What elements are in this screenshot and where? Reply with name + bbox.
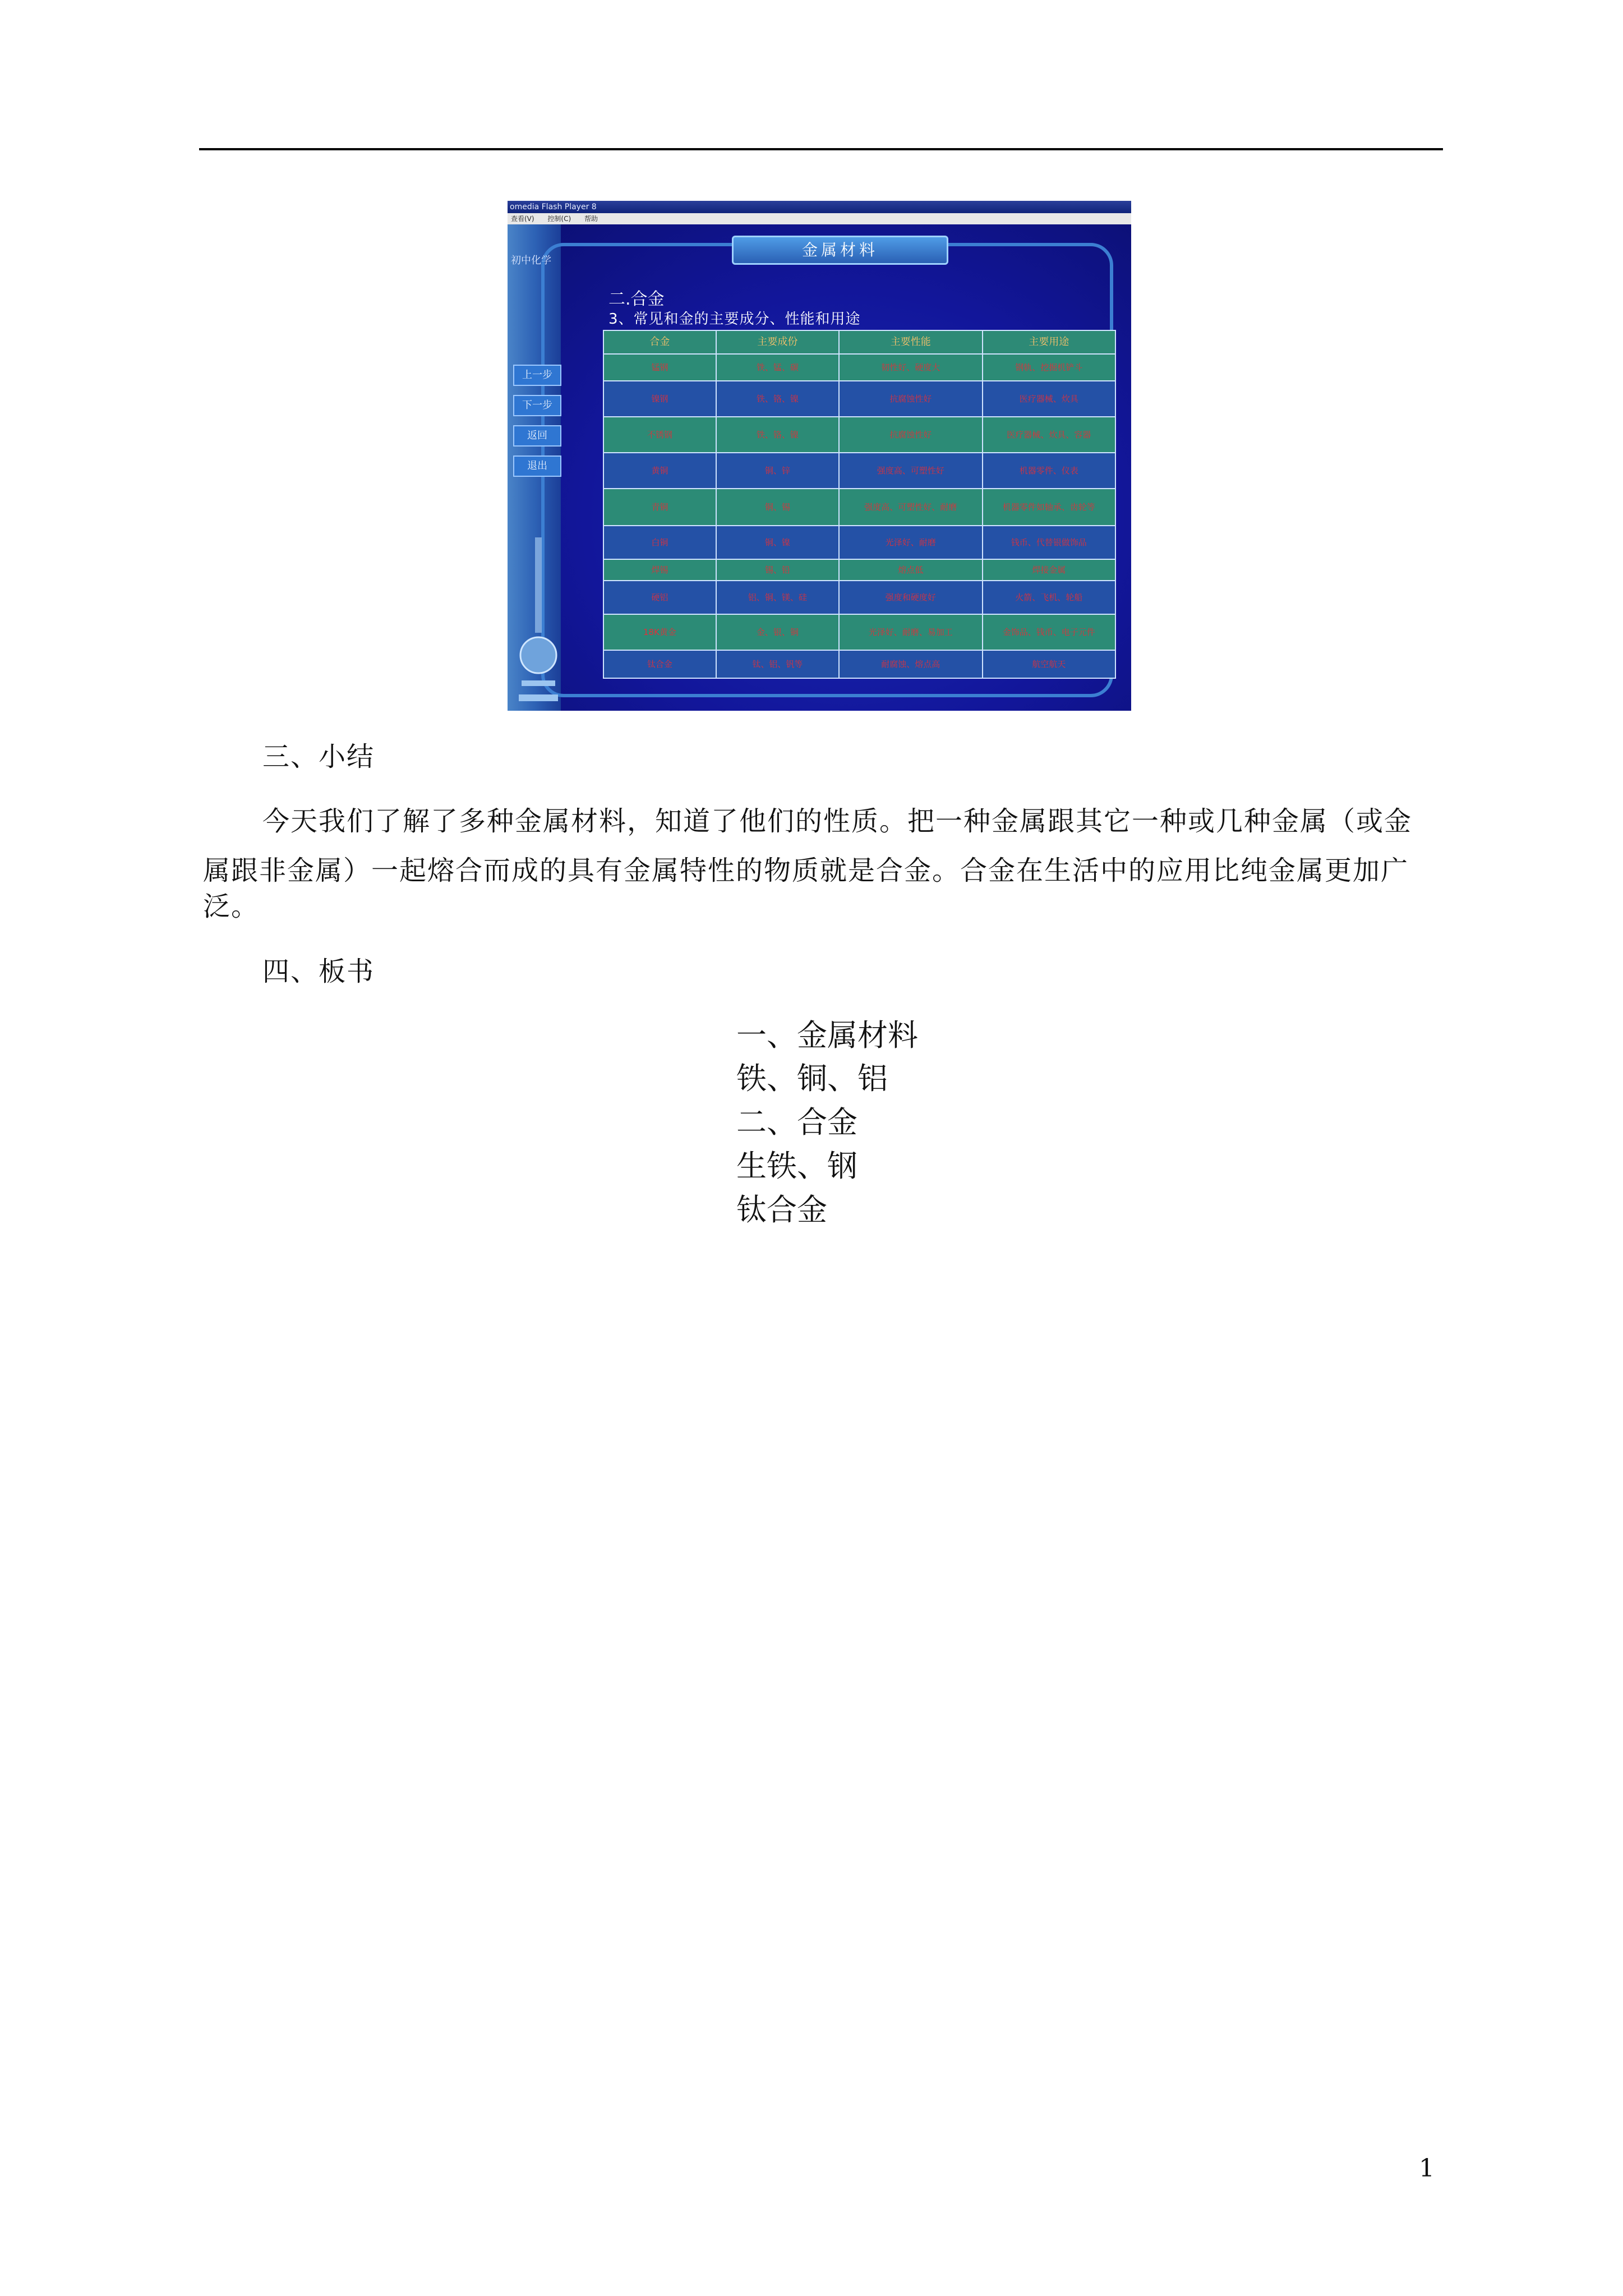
board-heading: 四、板书 xyxy=(262,956,375,987)
table-row xyxy=(603,526,1115,559)
table-header: 合金 xyxy=(603,330,716,354)
alloy-table xyxy=(603,330,1116,679)
table-cell: 火箭、飞机、轮船 xyxy=(983,581,1115,614)
table-cell: 铜、锌 xyxy=(716,453,839,489)
table-cell: 铜、锡 xyxy=(716,489,839,526)
table-cell: 金、银、铜 xyxy=(716,614,839,650)
table-cell: 硬铝 xyxy=(603,581,716,614)
table-cell: 医疗器械、炊具 xyxy=(983,381,1115,417)
table-cell: 光泽好、耐磨 xyxy=(839,526,983,559)
table-cell: 铁、铬、镍 xyxy=(716,381,839,417)
table-cell: 钛合金 xyxy=(603,650,716,678)
table-row xyxy=(603,614,1115,650)
summary-heading: 三、小结 xyxy=(262,741,375,772)
board-line: 钛合金 xyxy=(736,1192,827,1227)
header-rule xyxy=(199,148,1443,150)
table-cell: 机器零件如轴承、齿轮等 xyxy=(983,489,1115,526)
menu-item-control[interactable]: 控制(C) xyxy=(547,215,571,223)
table-cell: 镍钢 xyxy=(603,381,716,417)
table-cell: 钱币、代替银做饰品 xyxy=(983,526,1115,559)
table-header: 主要性能 xyxy=(839,330,983,354)
table-row xyxy=(603,650,1115,678)
table-cell: 黄铜 xyxy=(603,453,716,489)
table-cell: 铜、镍 xyxy=(716,526,839,559)
table-header: 主要用途 xyxy=(983,330,1115,354)
window-title: omedia Flash Player 8 xyxy=(508,201,1131,213)
table-row xyxy=(603,559,1115,581)
table-cell: 焊接金属 xyxy=(983,559,1115,581)
back-button[interactable]: 返回 xyxy=(513,425,561,447)
table-cell: 强度高、可塑性好 xyxy=(839,453,983,489)
table-cell: 钛、铝、钒等 xyxy=(716,650,839,678)
menu-item-view[interactable]: 查看(V) xyxy=(511,215,534,223)
table-cell: 不锈钢 xyxy=(603,417,716,453)
table-cell: 铁、铬、镍 xyxy=(716,417,839,453)
board-line: 一、金属材料 xyxy=(736,1018,918,1053)
table-cell: 锰钢 xyxy=(603,354,716,381)
courseware-screenshot xyxy=(508,201,1131,711)
table-row xyxy=(603,453,1115,489)
slide-title: 金属材料 xyxy=(732,236,948,265)
brand-label: 初中化学 xyxy=(511,255,551,266)
summary-line-2: 属跟非金属）一起熔合而成的具有金属特性的物质就是合金。合金在生活中的应用比纯金属更加广 xyxy=(203,855,1409,886)
table-row xyxy=(603,489,1115,526)
table-cell: 强度和硬度好 xyxy=(839,581,983,614)
table-cell: 焊锡 xyxy=(603,559,716,581)
menu-item-help[interactable]: 帮助 xyxy=(584,215,598,223)
table-cell: 医疗器械、炊具、容器 xyxy=(983,417,1115,453)
table-row xyxy=(603,354,1115,381)
table-cell: 钢轨、挖掘机铲斗 xyxy=(983,354,1115,381)
table-row xyxy=(603,417,1115,453)
board-line: 生铁、钢 xyxy=(736,1148,857,1184)
summary-line-1: 今天我们了解了多种金属材料，知道了他们的性质。把一种金属跟其它一种或几种金属（或金 xyxy=(262,806,1413,837)
table-cell: 韧性好、硬度大 xyxy=(839,354,983,381)
menu-bar xyxy=(508,213,1131,224)
next-step-button[interactable]: 下一步 xyxy=(513,395,561,416)
table-cell: 光泽好、耐磨、易加工 xyxy=(839,614,983,650)
table-cell: 铝、铜、镁、硅 xyxy=(716,581,839,614)
table-header-row xyxy=(603,330,1115,354)
exit-button[interactable]: 退出 xyxy=(513,455,561,477)
table-cell: 耐腐蚀、熔点高 xyxy=(839,650,983,678)
table-row xyxy=(603,381,1115,417)
page-number: 1 xyxy=(1419,2154,1435,2183)
table-cell: 金饰品、钱币、电子元件 xyxy=(983,614,1115,650)
table-row xyxy=(603,581,1115,614)
table-cell: 机器零件、仪表 xyxy=(983,453,1115,489)
flask-icon xyxy=(516,537,561,706)
table-cell: 锡、铅 xyxy=(716,559,839,581)
summary-line-3: 泛。 xyxy=(203,891,260,922)
table-cell: 青铜 xyxy=(603,489,716,526)
table-cell: 白铜 xyxy=(603,526,716,559)
table-cell: 航空航天 xyxy=(983,650,1115,678)
table-cell: 抗腐蚀性好 xyxy=(839,417,983,453)
table-cell: 铁、锰、碳 xyxy=(716,354,839,381)
board-line: 二、合金 xyxy=(736,1105,857,1140)
table-cell: 18K黄金 xyxy=(603,614,716,650)
table-header: 主要成份 xyxy=(716,330,839,354)
section-heading: 二.合金 xyxy=(608,289,665,309)
board-line: 铁、铜、铝 xyxy=(736,1061,888,1096)
prev-step-button[interactable]: 上一步 xyxy=(513,365,561,386)
table-cell: 抗腐蚀性好 xyxy=(839,381,983,417)
section-subheading: 3、常见和金的主要成分、性能和用途 xyxy=(608,311,861,328)
table-cell: 强度高、可塑性好、耐磨 xyxy=(839,489,983,526)
table-cell: 熔点低 xyxy=(839,559,983,581)
